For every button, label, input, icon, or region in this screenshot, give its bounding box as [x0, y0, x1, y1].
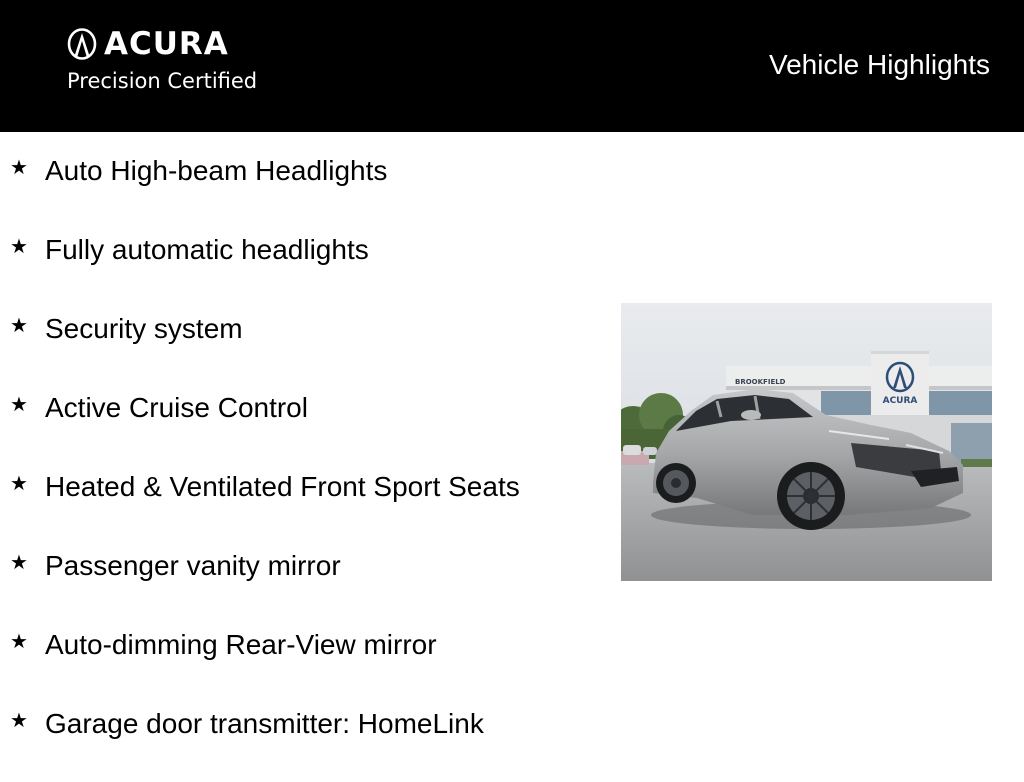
star-icon: ★	[10, 473, 28, 495]
logo-wordmark: ACURA	[104, 26, 229, 62]
dealer-sign: BROOKFIELD	[735, 378, 786, 386]
header-bar	[0, 0, 1024, 132]
feature-item	[0, 150, 600, 229]
star-icon: ★	[10, 710, 28, 732]
acura-logo[interactable]	[66, 26, 286, 98]
star-icon: ★	[10, 236, 28, 258]
star-icon: ★	[10, 315, 28, 337]
feature-item	[0, 308, 600, 387]
logo-row	[66, 26, 229, 62]
logo-subtitle: Precision Certified	[67, 69, 258, 93]
star-icon: ★	[10, 394, 28, 416]
star-icon: ★	[10, 631, 28, 653]
building-sign: ACURA	[882, 396, 918, 406]
feature-label: Security system	[45, 313, 243, 344]
star-icon: ★	[10, 552, 28, 574]
feature-label: Garage door transmitter: HomeLink	[45, 708, 484, 739]
vehicle-photo[interactable]	[621, 303, 992, 581]
page-title: Vehicle Highlights	[768, 49, 990, 80]
acura-logo-icon	[66, 28, 98, 60]
feature-item	[0, 703, 600, 782]
feature-list	[0, 150, 600, 782]
feature-item	[0, 466, 600, 545]
feature-label: Heated & Ventilated Front Sport Seats	[45, 471, 520, 502]
feature-label: Auto-dimming Rear-View mirror	[45, 629, 437, 660]
feature-label: Active Cruise Control	[45, 392, 308, 423]
feature-label: Fully automatic headlights	[45, 234, 369, 265]
feature-item	[0, 624, 600, 703]
feature-item	[0, 545, 600, 624]
feature-label: Auto High-beam Headlights	[45, 155, 388, 186]
star-icon: ★	[10, 157, 28, 179]
feature-label: Passenger vanity mirror	[45, 550, 341, 581]
feature-item	[0, 387, 600, 466]
feature-item	[0, 229, 600, 308]
